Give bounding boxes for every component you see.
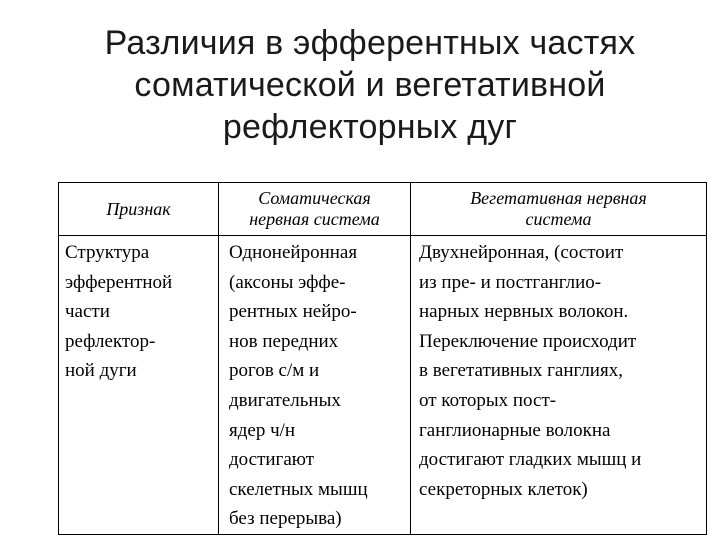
cell-line: рогов с/м и — [229, 360, 320, 382]
cell-line: ганглионарные волокна — [419, 419, 611, 441]
table-header-row — [59, 183, 707, 236]
cell-line: нов передних — [229, 330, 339, 352]
cell-line: рефлектор- — [65, 330, 156, 352]
slide-title — [40, 22, 700, 148]
cell-autonomic — [411, 236, 707, 535]
header-autonomic — [411, 183, 707, 236]
cell-line: от которых пост- — [419, 389, 557, 411]
cell-line: достигают — [229, 449, 315, 471]
cell-line: Переключение происходит — [419, 330, 637, 352]
table-row — [59, 236, 707, 535]
title-line: соматической и вегетативной — [134, 66, 606, 104]
header-somatic — [219, 183, 411, 236]
cell-line: части — [65, 301, 110, 323]
cell-line: скелетных мышц — [229, 478, 368, 500]
cell-feature — [59, 236, 219, 535]
cell-line: в вегетативных ганглиях, — [419, 360, 623, 382]
cell-line: достигают гладких мышц и — [419, 449, 642, 471]
cell-line: Двухнейронная, (состоит — [419, 242, 624, 263]
header-line: нервная система — [249, 209, 380, 229]
cell-line: из пре- и постганглио- — [419, 271, 602, 293]
header-feature — [59, 183, 219, 236]
cell-line: Однонейронная — [229, 242, 358, 263]
header-line: Признак — [106, 198, 171, 219]
cell-line: (аксоны эффе- — [229, 271, 346, 293]
cell-line: нарных нервных волокон. — [419, 301, 629, 323]
cell-line: эфферентной — [65, 271, 173, 293]
cell-line: ядер ч/н — [229, 419, 296, 441]
cell-line: рентных нейро- — [229, 301, 357, 323]
cell-somatic — [219, 236, 411, 535]
cell-line: ной дуги — [65, 360, 137, 382]
cell-line: Структура — [65, 242, 150, 263]
title-line: рефлекторных дуг — [222, 108, 518, 146]
header-line: Вегетативная нервная — [470, 188, 647, 208]
title-line: Различия в эфферентных частях — [104, 24, 636, 62]
header-line: Соматическая — [258, 188, 371, 208]
cell-line: без перерыва) — [229, 508, 342, 530]
cell-line: секреторных клеток) — [419, 478, 588, 500]
comparison-table — [58, 182, 707, 535]
header-line: система — [525, 209, 592, 229]
cell-line: двигательных — [229, 389, 341, 411]
